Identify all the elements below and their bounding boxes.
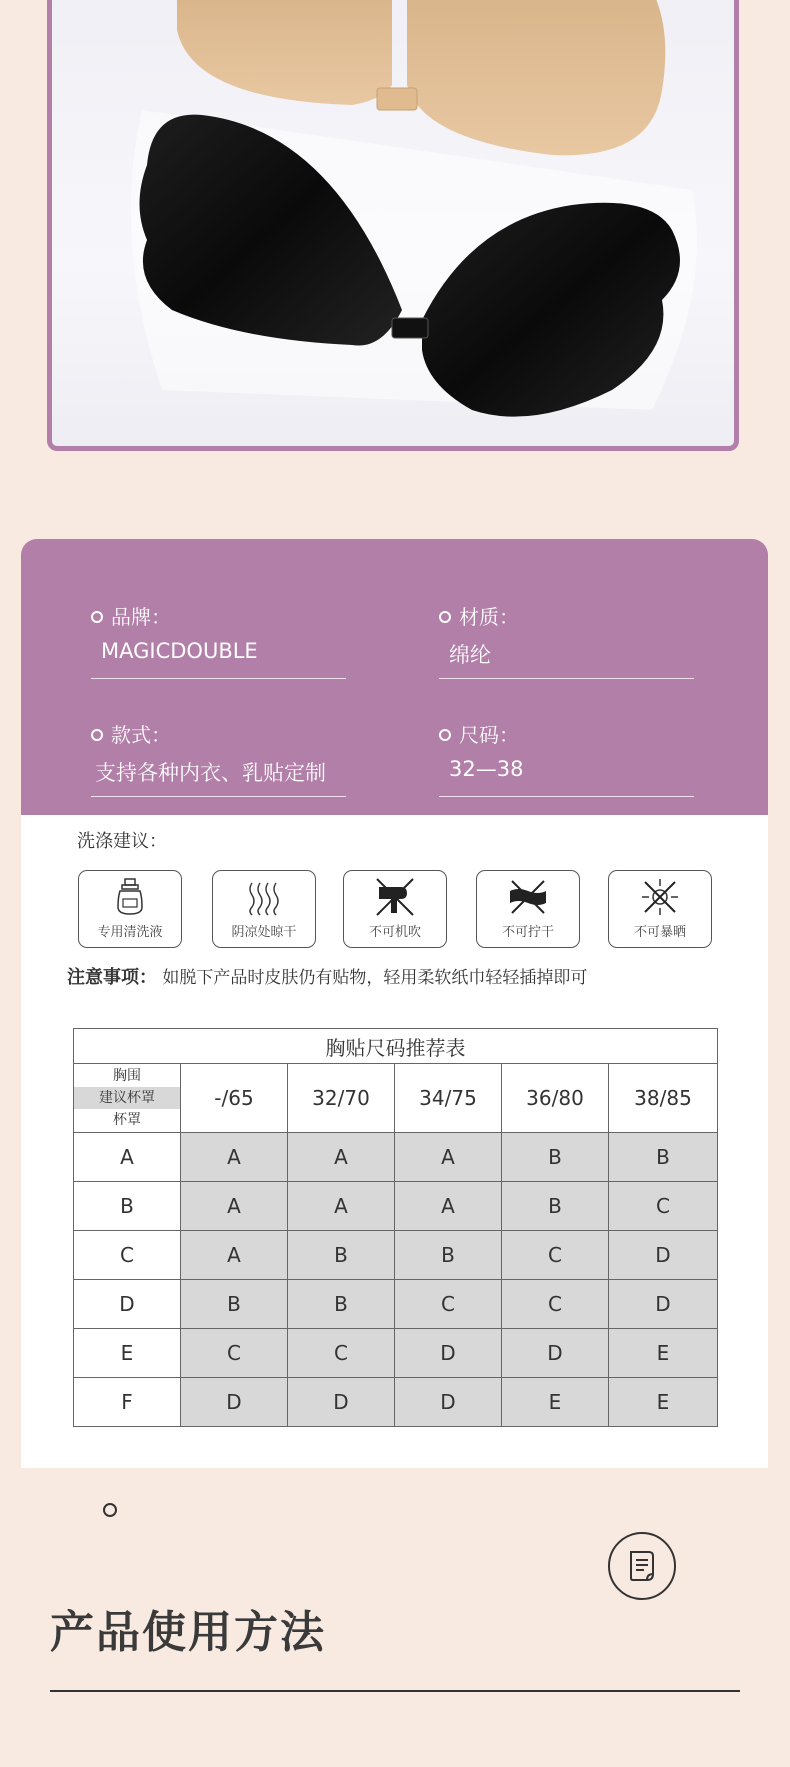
shade-dry-icon: [244, 877, 284, 917]
table-cell: E: [502, 1378, 609, 1427]
table-cell: A: [181, 1133, 288, 1182]
divider: [91, 796, 346, 797]
care-item-label: 阴凉处晾干: [231, 925, 297, 940]
column-header: -/65: [181, 1064, 288, 1133]
spec-brand-label: 品牌：: [111, 605, 171, 629]
column-header: 32/70: [288, 1064, 395, 1133]
table-cell: A: [288, 1133, 395, 1182]
column-header: 34/75: [395, 1064, 502, 1133]
care-item-label: 不可机吹: [368, 925, 421, 940]
table-cell: A: [395, 1182, 502, 1231]
row-header: A: [74, 1133, 181, 1182]
bullet-icon: [439, 729, 451, 741]
divider: [91, 678, 346, 679]
table-cell: B: [609, 1133, 718, 1182]
spec-style-label: 款式：: [111, 723, 171, 747]
table-cell: E: [609, 1378, 718, 1427]
table-cell: B: [181, 1280, 288, 1329]
no-wring-icon: [508, 877, 548, 917]
table-row: [74, 1280, 718, 1329]
table-cell: E: [609, 1329, 718, 1378]
product-photo: [47, 0, 739, 451]
care-item-no-sun: [608, 870, 712, 948]
no-hair-dryer-icon: [375, 877, 415, 917]
table-cell: C: [181, 1329, 288, 1378]
row-header: C: [74, 1231, 181, 1280]
row-header: E: [74, 1329, 181, 1378]
spec-material-label: 材质：: [459, 605, 519, 629]
care-section: [21, 815, 768, 1468]
table-row: [74, 1182, 718, 1231]
care-item-label: 专用清洗液: [97, 925, 163, 940]
product-image: [52, 0, 734, 446]
divider: [50, 1690, 740, 1692]
table-cell: D: [502, 1329, 609, 1378]
corner-recommend: 建议杯罩: [74, 1087, 180, 1109]
table-cell: A: [395, 1133, 502, 1182]
table-cell: C: [288, 1329, 395, 1378]
spec-brand-value: MAGICDOUBLE: [101, 639, 258, 663]
table-row: [74, 1133, 718, 1182]
corner-cup: 杯罩: [113, 1112, 141, 1128]
care-title: 洗涤建议：: [77, 831, 167, 852]
bullet-icon: [91, 611, 103, 623]
table-cell: D: [181, 1378, 288, 1427]
usage-title: 产品使用方法: [50, 1607, 326, 1658]
table-cell: C: [609, 1182, 718, 1231]
spec-size-label: 尺码：: [459, 723, 519, 747]
table-cell: B: [502, 1182, 609, 1231]
corner-bust: 胸围: [113, 1068, 141, 1084]
divider: [439, 678, 694, 679]
care-item-no-dryer: [343, 870, 447, 948]
bullet-icon: [439, 611, 451, 623]
spec-style-value: 支持各种内衣、乳贴定制: [95, 761, 326, 785]
row-header: F: [74, 1378, 181, 1427]
table-cell: A: [181, 1231, 288, 1280]
table-cell: B: [288, 1280, 395, 1329]
care-notice: [67, 963, 587, 989]
care-item-no-wring: [476, 870, 580, 948]
table-cell: C: [502, 1231, 609, 1280]
table-cell: D: [395, 1329, 502, 1378]
column-header: 38/85: [609, 1064, 718, 1133]
table-cell: C: [502, 1280, 609, 1329]
table-cell: D: [609, 1280, 718, 1329]
decorative-dot-icon: [103, 1503, 117, 1517]
table-cell: D: [609, 1231, 718, 1280]
table-row: [74, 1378, 718, 1427]
table-cell: B: [395, 1231, 502, 1280]
note-icon: [608, 1532, 676, 1600]
column-header: 36/80: [502, 1064, 609, 1133]
table-cell: D: [288, 1378, 395, 1427]
table-cell: A: [181, 1182, 288, 1231]
size-table-corner: [74, 1064, 181, 1133]
spec-material-value: 绵纶: [449, 643, 491, 667]
table-cell: D: [395, 1378, 502, 1427]
care-item-label: 不可暴晒: [633, 925, 686, 940]
bullet-icon: [91, 729, 103, 741]
notice-text: 如脱下产品时皮肤仍有贴物，轻用柔软纸巾轻轻插掉即可: [162, 968, 588, 988]
spec-panel: [21, 539, 768, 815]
table-cell: C: [395, 1280, 502, 1329]
detergent-bottle-icon: [110, 877, 150, 917]
table-cell: A: [288, 1182, 395, 1231]
size-table: [73, 1028, 718, 1427]
table-cell: B: [502, 1133, 609, 1182]
spec-size-value: 32—38: [449, 757, 524, 781]
row-header: B: [74, 1182, 181, 1231]
document-icon: [628, 1550, 656, 1582]
table-cell: B: [288, 1231, 395, 1280]
divider: [439, 796, 694, 797]
care-item-detergent: [78, 870, 182, 948]
no-sun-icon: [640, 877, 680, 917]
size-table-title: 胸贴尺码推荐表: [74, 1029, 718, 1064]
table-row: [74, 1329, 718, 1378]
row-header: D: [74, 1280, 181, 1329]
notice-label: 注意事项：: [67, 967, 157, 988]
table-row: [74, 1231, 718, 1280]
care-item-shade-dry: [212, 870, 316, 948]
care-item-label: 不可拧干: [501, 925, 554, 940]
